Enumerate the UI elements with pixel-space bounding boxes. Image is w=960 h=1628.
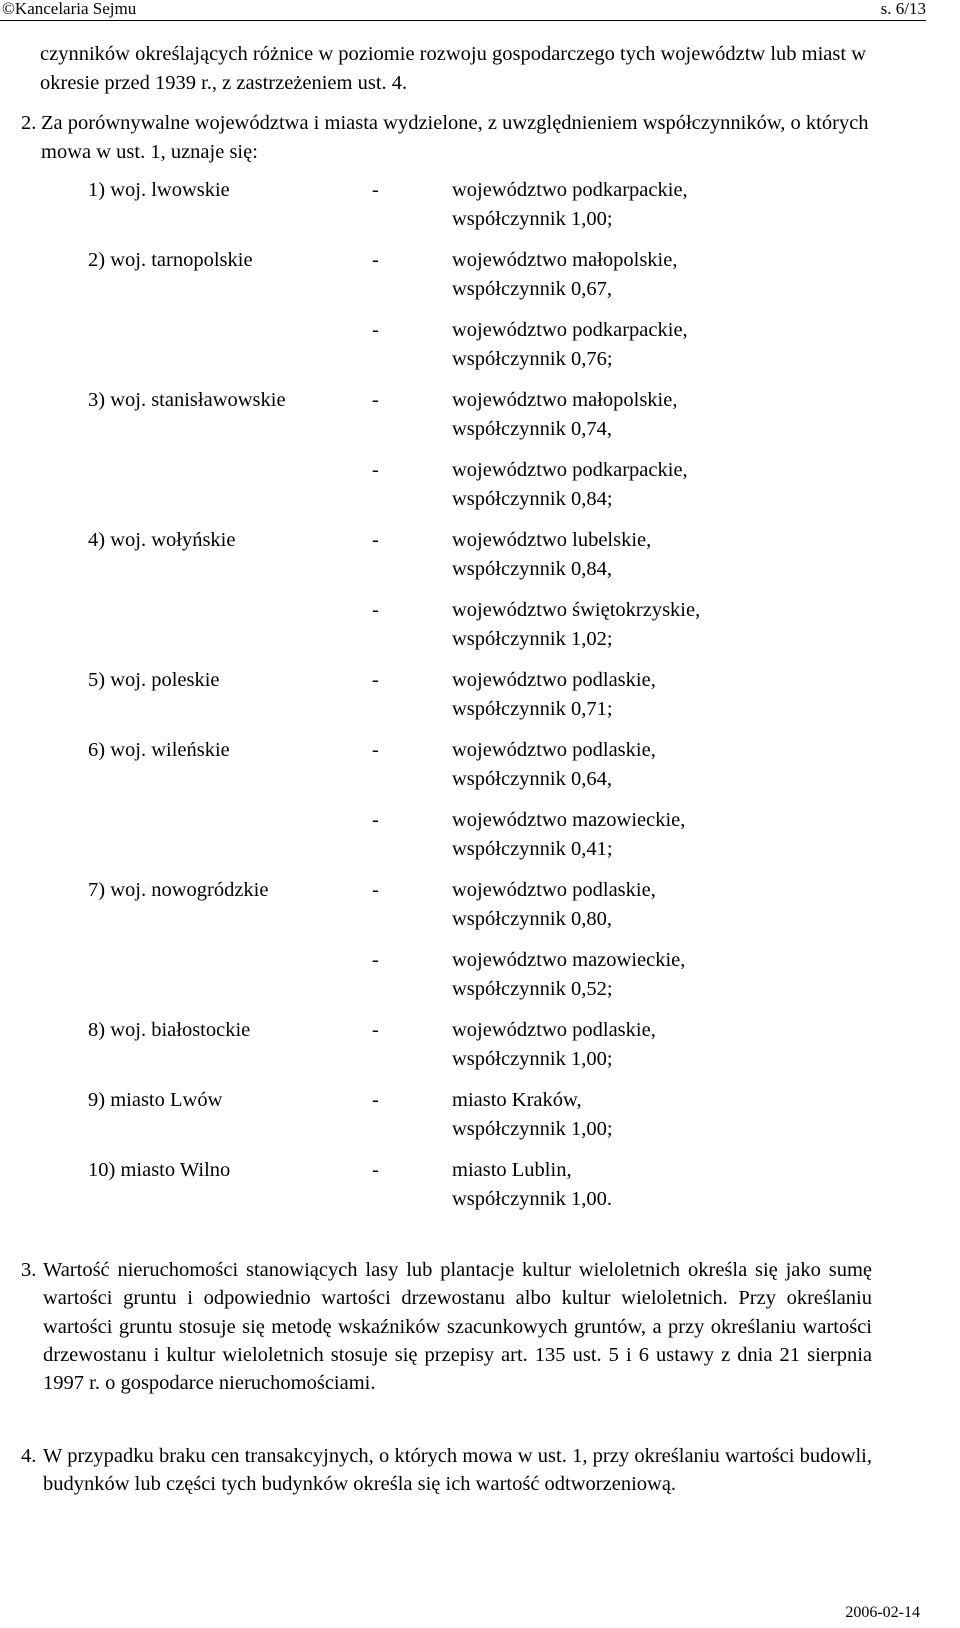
list-row — [88, 946, 888, 1004]
coefficient: współczynnik 0,67, — [452, 278, 612, 300]
list-row — [88, 596, 888, 654]
target-region: województwo podlaskie, — [452, 879, 656, 901]
coefficient: współczynnik 0,52; — [452, 978, 613, 1000]
paragraph-text: Wartość nieruchomości stanowiących lasy lub plantacje kultur wieloletnich określa się jako sumę wartości gruntu i odpowiednio wartości drzewostanu albo kultur wieloletnich. Przy określaniu wartości gruntu stosuje się metodę wskaźników szacunkowych gruntów, a przy określaniu wartości drzewostanu i kultur wieloletnich stosuje się przepisy art. 135 ust. 5 i 6 ustawy z dnia 21 sierpnia 1997 r. o gospodarce nieruchomościami. — [43, 1259, 872, 1395]
dash: - — [372, 249, 379, 271]
list-row — [88, 526, 888, 584]
paragraph-number: 3. — [21, 1259, 37, 1281]
coefficient: współczynnik 1,00; — [452, 208, 613, 230]
list-item — [88, 386, 888, 514]
target-region: miasto Kraków, — [452, 1089, 582, 1111]
dash: - — [372, 1019, 379, 1041]
coefficient: współczynnik 0,76; — [452, 348, 613, 370]
dash: - — [372, 459, 379, 481]
coefficient: współczynnik 1,02; — [452, 628, 613, 650]
target-region: województwo podkarpackie, — [452, 319, 688, 341]
page-header — [0, 0, 926, 22]
dash: - — [372, 669, 379, 691]
region-name: 7) woj. nowogródzkie — [88, 879, 269, 901]
list-item — [88, 876, 888, 1004]
target-region: województwo podlaskie, — [452, 669, 656, 691]
equivalent — [452, 526, 651, 584]
coefficient: współczynnik 1,00; — [452, 1048, 613, 1070]
region-name: 5) woj. poleskie — [88, 669, 220, 691]
region-name: 8) woj. białostockie — [88, 1019, 251, 1041]
list-row — [88, 736, 888, 794]
dash: - — [372, 949, 379, 971]
dash: - — [372, 809, 379, 831]
equivalent — [452, 246, 677, 304]
list-row — [88, 246, 888, 304]
equivalent — [452, 946, 685, 1004]
dash: - — [372, 179, 379, 201]
coefficient: współczynnik 0,80, — [452, 908, 612, 930]
list-row — [88, 386, 888, 444]
target-region: miasto Lublin, — [452, 1159, 572, 1181]
dash: - — [372, 319, 379, 341]
paragraph-number: 2. — [21, 112, 37, 134]
list-row — [88, 1156, 888, 1214]
equivalent — [452, 316, 688, 374]
intro-paragraph: czynników określających różnice w poziomie rozwoju gospodarczego tych województw lub miast w okresie przed 1939 r., z zastrzeżeniem ust. 4. — [40, 43, 867, 94]
equivalent — [452, 806, 685, 864]
target-region: województwo podlaskie, — [452, 739, 656, 761]
list-item — [88, 526, 888, 654]
equivalent — [452, 876, 656, 934]
region-name: 4) woj. wołyńskie — [88, 529, 236, 551]
paragraph-text: Za porównywalne województwa i miasta wydzielone, z uwzględnieniem współczynników, o których mowa w ust. 1, uznaje się: — [41, 112, 869, 163]
dash: - — [372, 1159, 379, 1181]
list-item — [88, 1016, 888, 1074]
dash: - — [372, 739, 379, 761]
list-item — [88, 176, 888, 234]
dash: - — [372, 1089, 379, 1111]
equivalent — [452, 386, 677, 444]
list-item — [88, 666, 888, 724]
paragraph-number: 4. — [21, 1445, 37, 1467]
region-name: 2) woj. tarnopolskie — [88, 249, 253, 271]
coefficient: współczynnik 0,71; — [452, 698, 613, 720]
list-row — [88, 1086, 888, 1144]
dash: - — [372, 389, 379, 411]
coefficient: współczynnik 0,64, — [452, 768, 612, 790]
target-region: województwo podkarpackie, — [452, 179, 688, 201]
paragraph-text: W przypadku braku cen transakcyjnych, o których mowa w ust. 1, przy określaniu wartości budowli, budynków lub części tych budynków określa się ich wartość odtworzeniową. — [43, 1445, 872, 1496]
equivalent — [452, 1086, 613, 1144]
list-row — [88, 666, 888, 724]
dash: - — [372, 879, 379, 901]
equivalent — [452, 736, 656, 794]
region-name: 9) miasto Lwów — [88, 1089, 223, 1111]
target-region: województwo małopolskie, — [452, 389, 678, 411]
equivalent — [452, 176, 688, 234]
target-region: województwo małopolskie, — [452, 249, 678, 271]
target-region: województwo mazowieckie, — [452, 809, 686, 831]
list-item — [88, 1156, 888, 1214]
list-row — [88, 806, 888, 864]
header-page-number: s. 6/13 — [880, 0, 926, 18]
target-region: województwo podkarpackie, — [452, 459, 688, 481]
paragraph-2 — [21, 109, 870, 167]
coefficient: współczynnik 0,84; — [452, 488, 613, 510]
equivalent — [452, 596, 700, 654]
header-divider — [0, 20, 926, 21]
coefficient: współczynnik 0,74, — [452, 418, 612, 440]
dash: - — [372, 599, 379, 621]
paragraph-3 — [21, 1256, 872, 1397]
list-item — [88, 1086, 888, 1144]
coefficient: współczynnik 0,41; — [452, 838, 613, 860]
list-row — [88, 1016, 888, 1074]
list-row — [88, 316, 888, 374]
region-name: 3) woj. stanisławowskie — [88, 389, 286, 411]
coefficient: współczynnik 1,00. — [452, 1188, 612, 1210]
dash: - — [372, 529, 379, 551]
equivalent — [452, 1016, 656, 1074]
paragraph-4 — [21, 1442, 872, 1499]
region-name: 10) miasto Wilno — [88, 1159, 231, 1181]
region-name: 6) woj. wileńskie — [88, 739, 230, 761]
coefficient: współczynnik 1,00; — [452, 1118, 613, 1140]
comparison-list — [88, 176, 888, 1226]
list-row — [88, 456, 888, 514]
target-region: województwo świętokrzyskie, — [452, 599, 701, 621]
equivalent — [452, 666, 656, 724]
target-region: województwo podlaskie, — [452, 1019, 656, 1041]
equivalent — [452, 1156, 612, 1214]
region-name: 1) woj. lwowskie — [88, 179, 230, 201]
header-source: ©Kancelaria Sejmu — [2, 0, 137, 18]
list-item — [88, 736, 888, 864]
coefficient: współczynnik 0,84, — [452, 558, 612, 580]
list-row — [88, 876, 888, 934]
list-row — [88, 176, 888, 234]
target-region: województwo lubelskie, — [452, 529, 652, 551]
target-region: województwo mazowieckie, — [452, 949, 686, 971]
equivalent — [452, 456, 688, 514]
list-item — [88, 246, 888, 374]
footer-date: 2006-02-14 — [845, 1604, 920, 1621]
